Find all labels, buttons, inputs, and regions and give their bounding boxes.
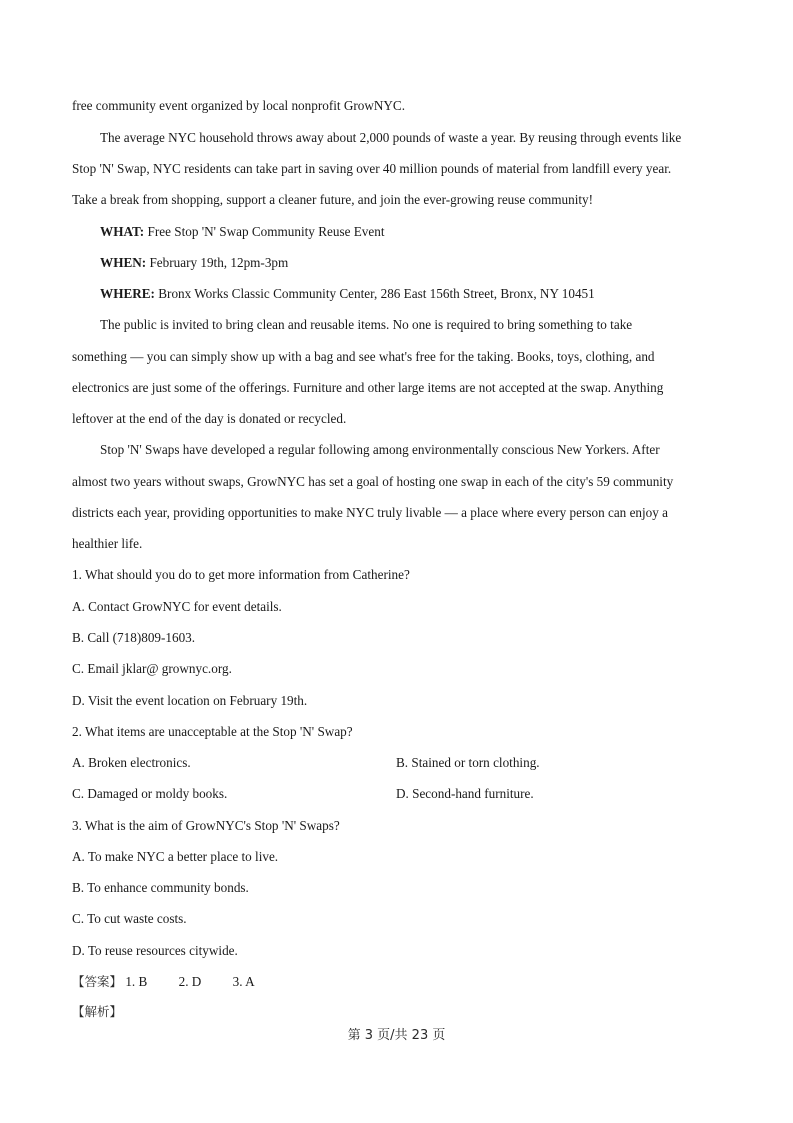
answer-item-1: 1. B — [125, 974, 148, 989]
when-line — [100, 255, 288, 271]
question-2-option-d: D. Second-hand furniture. — [396, 786, 534, 801]
question-1-stem: 1. What should you do to get more information from Catherine? — [72, 567, 410, 582]
question-3-option-a: A. To make NYC a better place to live. — [72, 849, 279, 864]
paragraph-2-line-1: The public is invited to bring clean and reusable items. No one is required to bring something to take — [100, 317, 633, 332]
paragraph-3-line-4: healthier life. — [72, 536, 143, 551]
question-1-option-a: A. Contact GrowNYC for event details. — [72, 599, 282, 614]
what-text: Free Stop 'N' Swap Community Reuse Event — [144, 224, 385, 239]
paragraph-1-line-2: Stop 'N' Swap, NYC residents can take part in saving over 40 million pounds of material from landfill every year. — [72, 161, 672, 176]
answer-line — [72, 974, 283, 990]
answer-item-2: 2. D — [178, 974, 202, 989]
where-text: Bronx Works Classic Community Center, 286 East 156th Street, Bronx, NY 10451 — [154, 286, 595, 301]
question-3-option-b: B. To enhance community bonds. — [72, 880, 249, 895]
question-2-option-c: C. Damaged or moldy books. — [72, 786, 228, 801]
answer-item-3: 3. A — [232, 974, 255, 989]
paragraph-2-line-2: something — you can simply show up with a bag and see what's free for the taking. Books, toys, clothing, and — [72, 349, 655, 364]
question-1-option-c: C. Email jklar@ grownyc.org. — [72, 661, 232, 676]
question-3-option-c: C. To cut waste costs. — [72, 911, 187, 926]
what-line — [100, 224, 384, 240]
passage-line: free community event organized by local nonprofit GrowNYC. — [72, 98, 406, 113]
question-3-stem: 3. What is the aim of GrowNYC's Stop 'N' Swaps? — [72, 818, 340, 833]
page-number-footer: 第 3 页/共 23 页 — [347, 1028, 446, 1043]
paragraph-3-line-3: districts each year, providing opportunities to make NYC truly livable — a place where every person can enjoy a — [72, 505, 669, 520]
question-2-stem: 2. What items are unacceptable at the Stop 'N' Swap? — [72, 724, 353, 739]
what-label: WHAT: — [100, 224, 145, 239]
where-label: WHERE: — [100, 286, 155, 301]
question-1-option-d: D. Visit the event location on February 19th. — [72, 693, 308, 708]
answer-label: 【答案】 — [72, 974, 123, 989]
when-label: WHEN: — [100, 255, 147, 270]
paragraph-1-line-3: Take a break from shopping, support a cleaner future, and join the ever-growing reuse community! — [72, 192, 594, 207]
paragraph-3-line-1: Stop 'N' Swaps have developed a regular following among environmentally conscious New Yorkers. After — [100, 442, 660, 457]
paragraph-3-line-2: almost two years without swaps, GrowNYC has set a goal of hosting one swap in each of the city's 59 community — [72, 474, 674, 489]
question-1-option-b: B. Call (718)809-1603. — [72, 630, 196, 645]
question-2-option-b: B. Stained or torn clothing. — [396, 755, 540, 770]
question-2-option-a: A. Broken electronics. — [72, 755, 191, 770]
question-3-option-d: D. To reuse resources citywide. — [72, 943, 238, 958]
analysis-label: 【解析】 — [72, 1004, 123, 1019]
where-line — [100, 286, 595, 302]
paragraph-2-line-4: leftover at the end of the day is donated or recycled. — [72, 411, 347, 426]
paragraph-2-line-3: electronics are just some of the offerings. Furniture and other large items are not accepted at the swap. Anything — [72, 380, 664, 395]
paragraph-1-line-1: The average NYC household throws away about 2,000 pounds of waste a year. By reusing through events like — [100, 130, 682, 145]
when-text: February 19th, 12pm-3pm — [146, 255, 289, 270]
